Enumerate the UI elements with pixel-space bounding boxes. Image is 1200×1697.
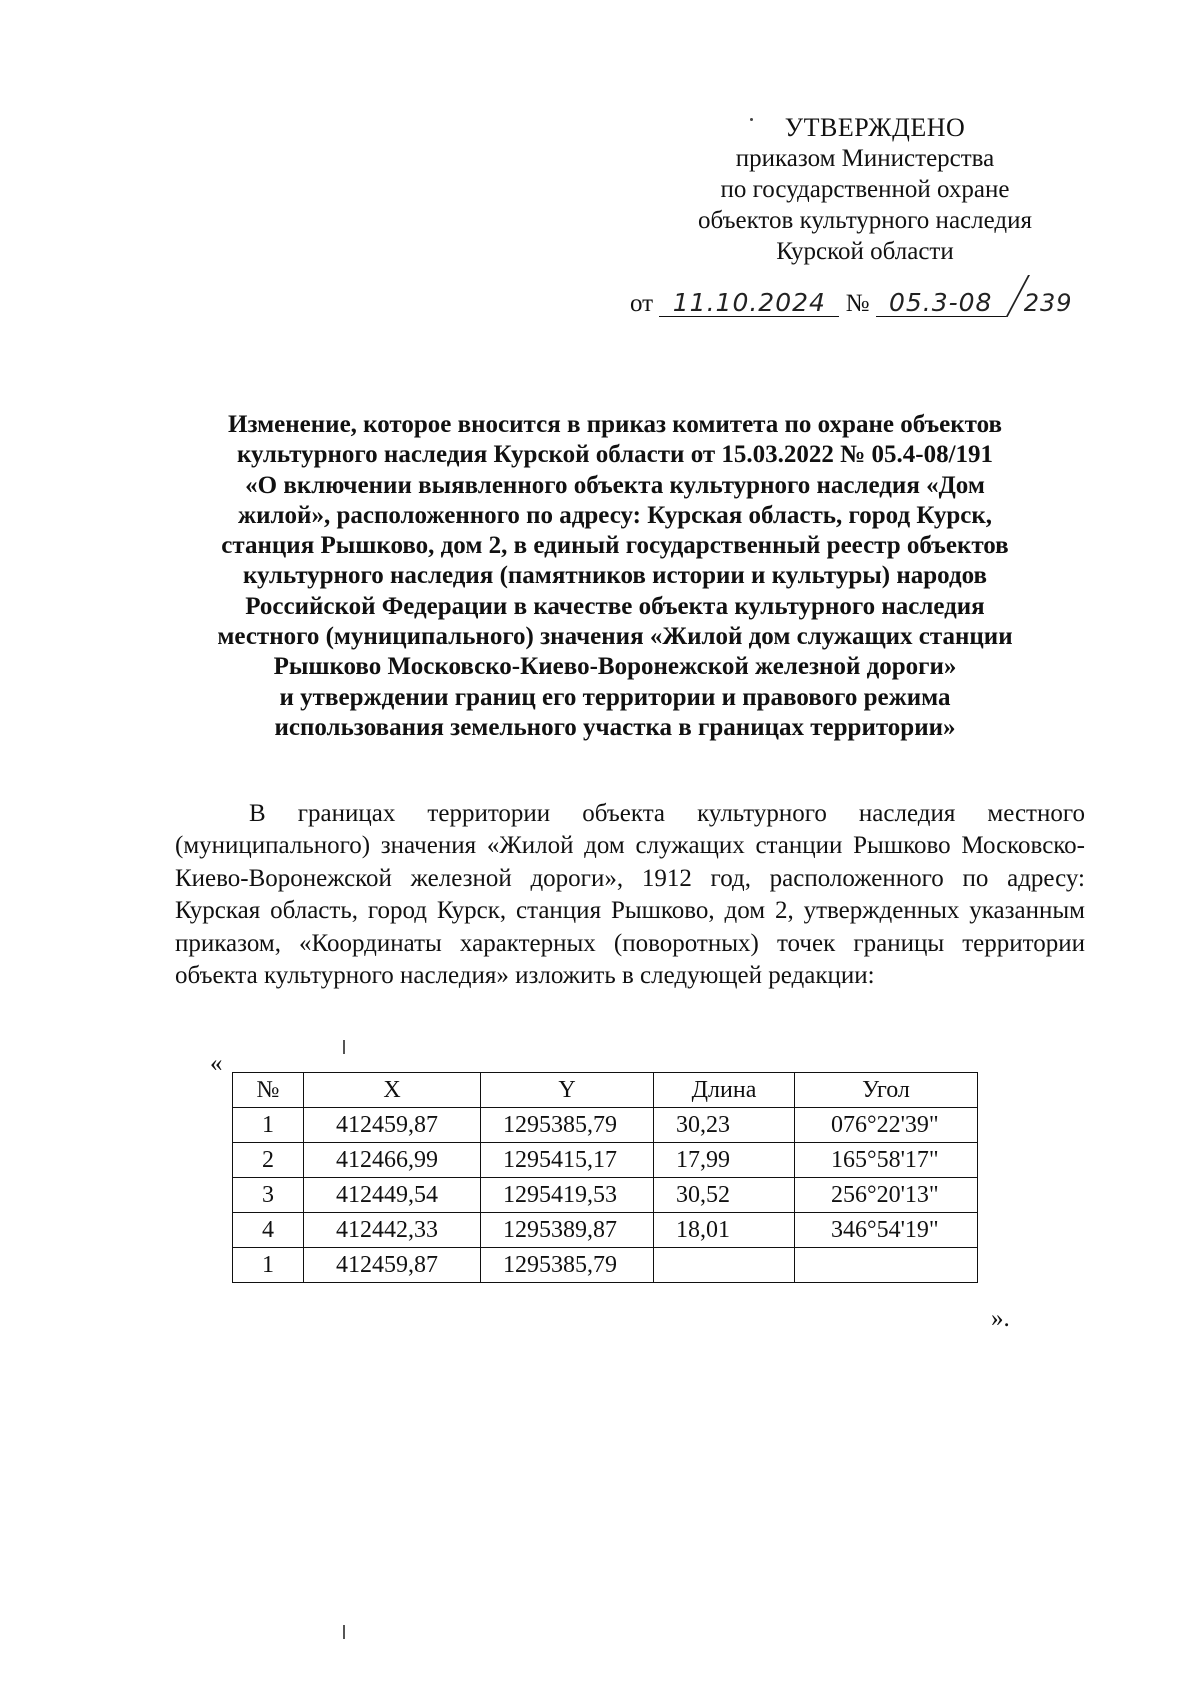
document-heading	[150, 410, 1080, 743]
scan-speck	[750, 118, 753, 121]
table-row	[233, 1178, 978, 1213]
header-y: Y	[481, 1073, 654, 1108]
header-x: X	[304, 1073, 481, 1108]
heading-line-7: Российской Федерации в качестве объекта культурного наследия	[245, 592, 985, 620]
cell-y: 1295419,53	[481, 1178, 654, 1213]
scan-mark	[343, 1040, 345, 1054]
body-paragraph: В границах территории объекта культурного наследия местного (муниципального) значения «Жилой дом служащих станции Рышково Московско-Киево-Воронежской железной дороги», 1912 год, расположенного по адресу: Курская область, город Курск, станция Рышково, дом 2, утвержденных указанным приказом, «Координаты характерных (поворотных) точек границы территории объекта культурного наследия» изложить в следующей редакции:	[175, 800, 1085, 990]
heading-line-2: культурного наследия Курской области от 15.03.2022 № 05.4-08/191	[236, 441, 994, 469]
header-angle: Угол	[795, 1073, 978, 1108]
cell-number: 4	[233, 1213, 304, 1248]
cell-y: 1295415,17	[481, 1143, 654, 1178]
cell-number: 3	[233, 1178, 304, 1213]
table-row	[233, 1213, 978, 1248]
cell-number: 2	[233, 1143, 304, 1178]
cell-length: 18,01	[654, 1213, 795, 1248]
heading-line-6: культурного наследия (памятников истории и культуры) народов	[242, 562, 987, 590]
cell-number: 1	[233, 1248, 304, 1283]
heading-line-8: местного (муниципального) значения «Жилой дом служащих станции	[217, 623, 1013, 651]
heading-line-3: «О включении выявленного объекта культурного наследия «Дом	[245, 471, 985, 499]
table-row	[233, 1248, 978, 1283]
heading-line-10: и утверждении границ его территории и правового режима	[279, 683, 951, 711]
cell-x: 412459,87	[304, 1108, 481, 1143]
heading-line-9: Рышково Московско-Киево-Воронежской железной дороги»	[273, 653, 957, 681]
heading-line-1: Изменение, которое вносится в приказ комитета по охране объектов	[228, 411, 1002, 438]
approval-block	[630, 112, 1100, 319]
scan-mark	[343, 1625, 345, 1639]
approval-date-line	[630, 269, 1100, 319]
header-number: №	[233, 1073, 304, 1108]
cell-angle	[795, 1248, 978, 1283]
cell-length: 30,52	[654, 1178, 795, 1213]
cell-length: 17,99	[654, 1143, 795, 1178]
cell-y: 1295389,87	[481, 1213, 654, 1248]
handwritten-number-suffix: 239	[1023, 289, 1073, 317]
cell-angle: 165°58'17"	[795, 1143, 978, 1178]
approval-line-1: приказом Министерства	[735, 145, 995, 172]
cell-length: 30,23	[654, 1108, 795, 1143]
cell-angle: 346°54'19"	[795, 1213, 978, 1248]
cell-angle: 256°20'13"	[795, 1178, 978, 1213]
cell-x: 412466,99	[304, 1143, 481, 1178]
coordinates-table	[232, 1072, 978, 1283]
approval-line-3: объектов культурного наследия	[698, 207, 1032, 234]
heading-line-5: станция Рышково, дом 2, в единый государственный реестр объектов	[221, 532, 1009, 560]
cell-x: 412459,87	[304, 1248, 481, 1283]
table-row	[233, 1143, 978, 1178]
opening-quote: «	[210, 1050, 223, 1077]
header-length: Длина	[654, 1073, 795, 1108]
handwritten-number: 05.3-08	[876, 290, 1006, 317]
number-prefix: №	[845, 290, 870, 317]
heading-line-11: использования земельного участка в границах территории»	[274, 713, 956, 741]
cell-angle: 076°22'39"	[795, 1108, 978, 1143]
approval-line-4: Курской области	[776, 238, 954, 265]
cell-length	[654, 1248, 795, 1283]
cell-y: 1295385,79	[481, 1108, 654, 1143]
approval-title: УТВЕРЖДЕНО	[784, 113, 966, 142]
approval-line-2: по государственной охране	[720, 176, 1010, 203]
cell-number: 1	[233, 1108, 304, 1143]
heading-line-4: жилой», расположенного по адресу: Курская область, город Курск,	[237, 501, 993, 529]
cell-x: 412442,33	[304, 1213, 481, 1248]
table-header-row	[233, 1073, 978, 1108]
handwritten-date: 11.10.2024	[659, 290, 839, 317]
table-row	[233, 1108, 978, 1143]
cell-x: 412449,54	[304, 1178, 481, 1213]
date-prefix: от	[630, 290, 654, 317]
cell-y: 1295385,79	[481, 1248, 654, 1283]
closing-quote: ».	[991, 1305, 1010, 1332]
